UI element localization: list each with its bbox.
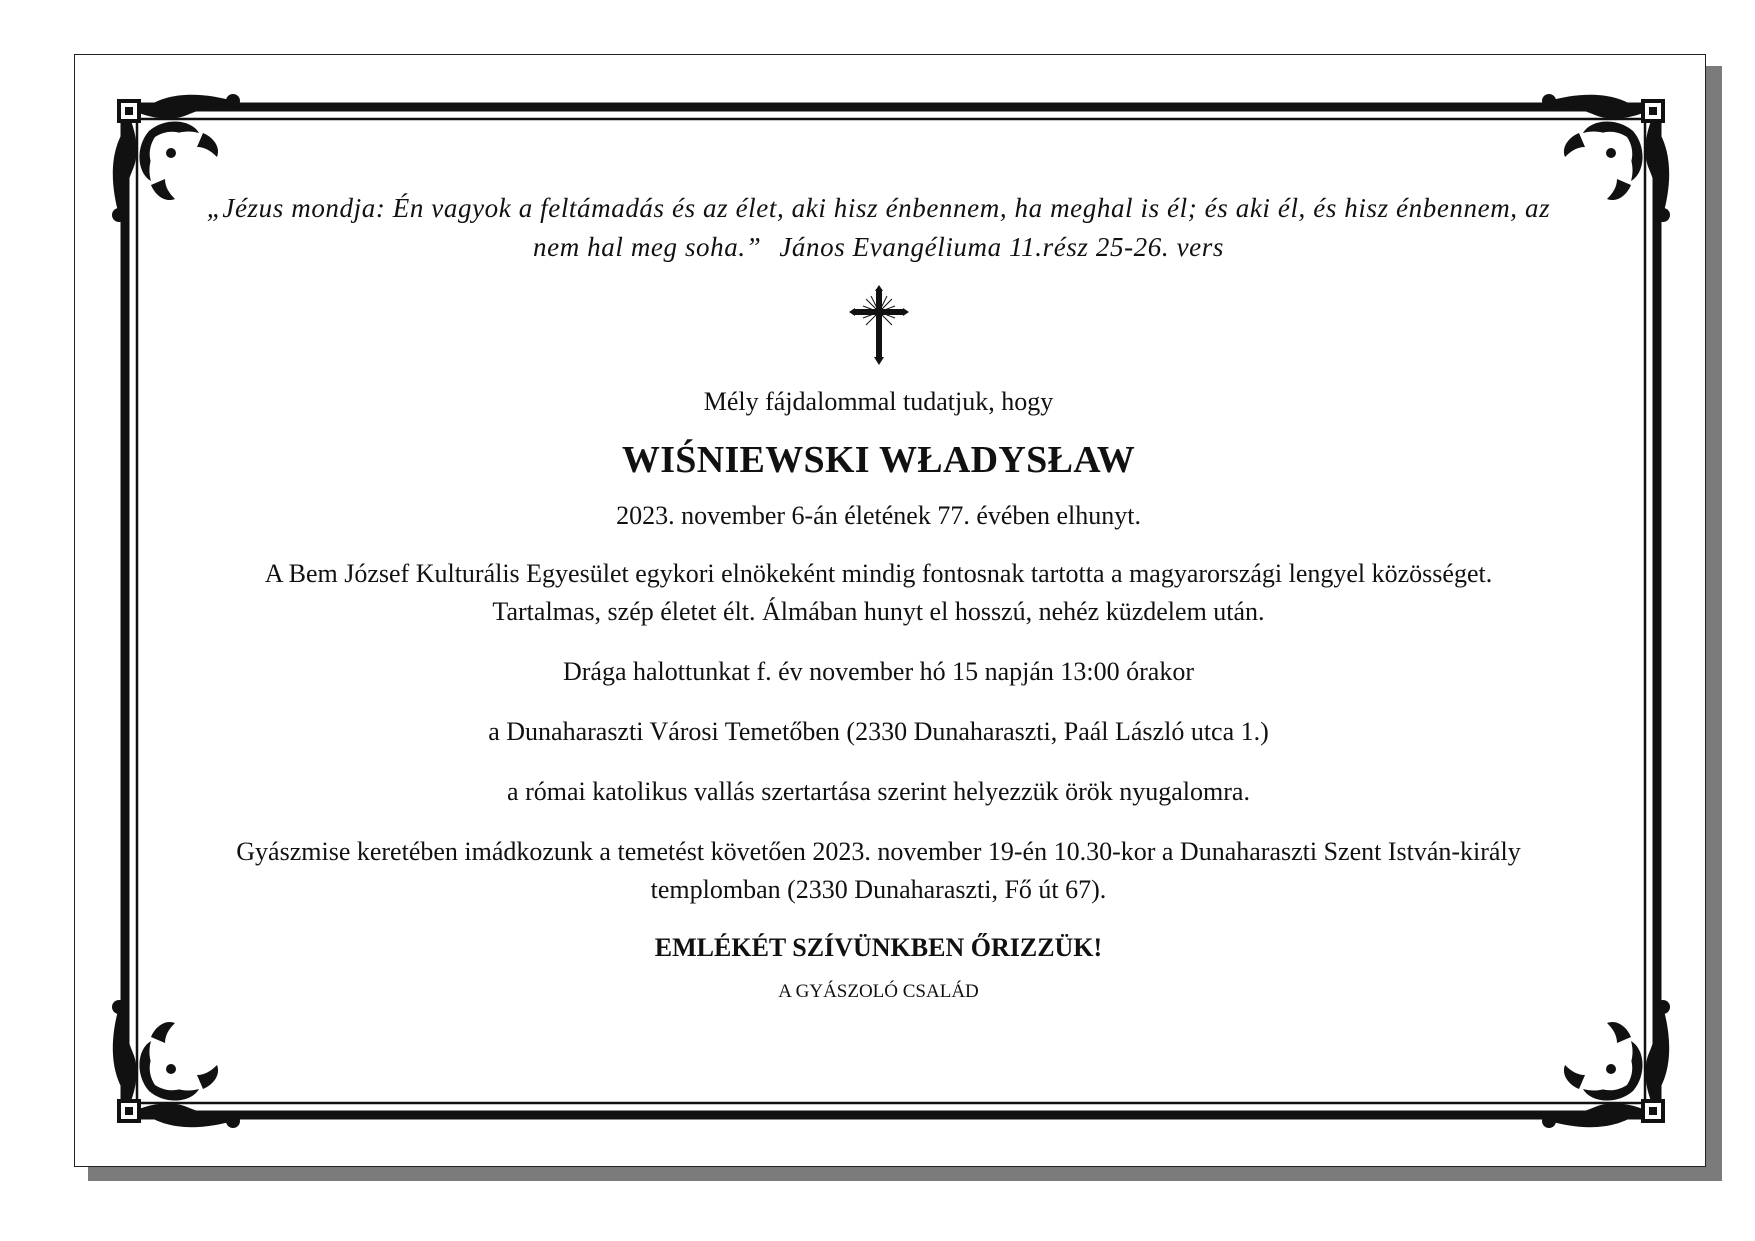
ornate-cross-icon [849,285,909,365]
quote-reference: János Evangéliuma 11.rész 25-26. vers [779,232,1224,262]
bible-quote [201,189,1556,267]
notice-content [201,151,1556,1005]
funeral-date-line: Drága halottunkat f. év november hó 15 napján 13:00 órakor [562,657,1195,686]
funeral-place-line: a Dunaharaszti Városi Temetőben (2330 Dunaharaszti, Paál László utca 1.) [488,717,1269,746]
funeral-rite-line: a római katolikus vallás szertartása szerint helyezzük örök nyugalomra. [507,777,1250,806]
corner-ornament-bottom-right [1542,1000,1670,1128]
signature-line: A GYÁSZOLÓ CSALÁD [778,981,979,1002]
corner-ornament-bottom-left [112,1000,240,1128]
corner-ornament-top-right [1542,94,1670,222]
death-line: 2023. november 6-án életének 77. évében elhunyt. [616,501,1141,530]
deceased-name: WIŚNIEWSKI WŁADYSŁAW [621,439,1136,481]
quote-text: „Jézus mondja: Én vagyok a feltámadás és az élet, aki hisz énbennem, ha meghal is él; és aki él, és hisz énbennem, az nem hal meg soha.” [206,193,1551,262]
motto-line: EMLÉKÉT SZÍVÜNKBEN ŐRIZZÜK! [654,933,1103,962]
intro-line: Mély fájdalommal tudatjuk, hogy [703,387,1054,416]
mass-paragraph: Gyászmise keretében imádkozunk a temetést követően 2023. november 19-én 10.30-kor a Dunaharaszti Szent István-király templomban (2330 Dunaharaszti, Fő út 67). [236,837,1521,904]
obituary-card [74,54,1706,1167]
tribute-paragraph: A Bem József Kulturális Egyesület egykori elnökeként mindig fontosnak tartotta a magyarországi lengyel közösséget. Tartalmas, szép életet élt. Álmában hunyt el hosszú, nehéz küzdelem után. [264,559,1493,626]
